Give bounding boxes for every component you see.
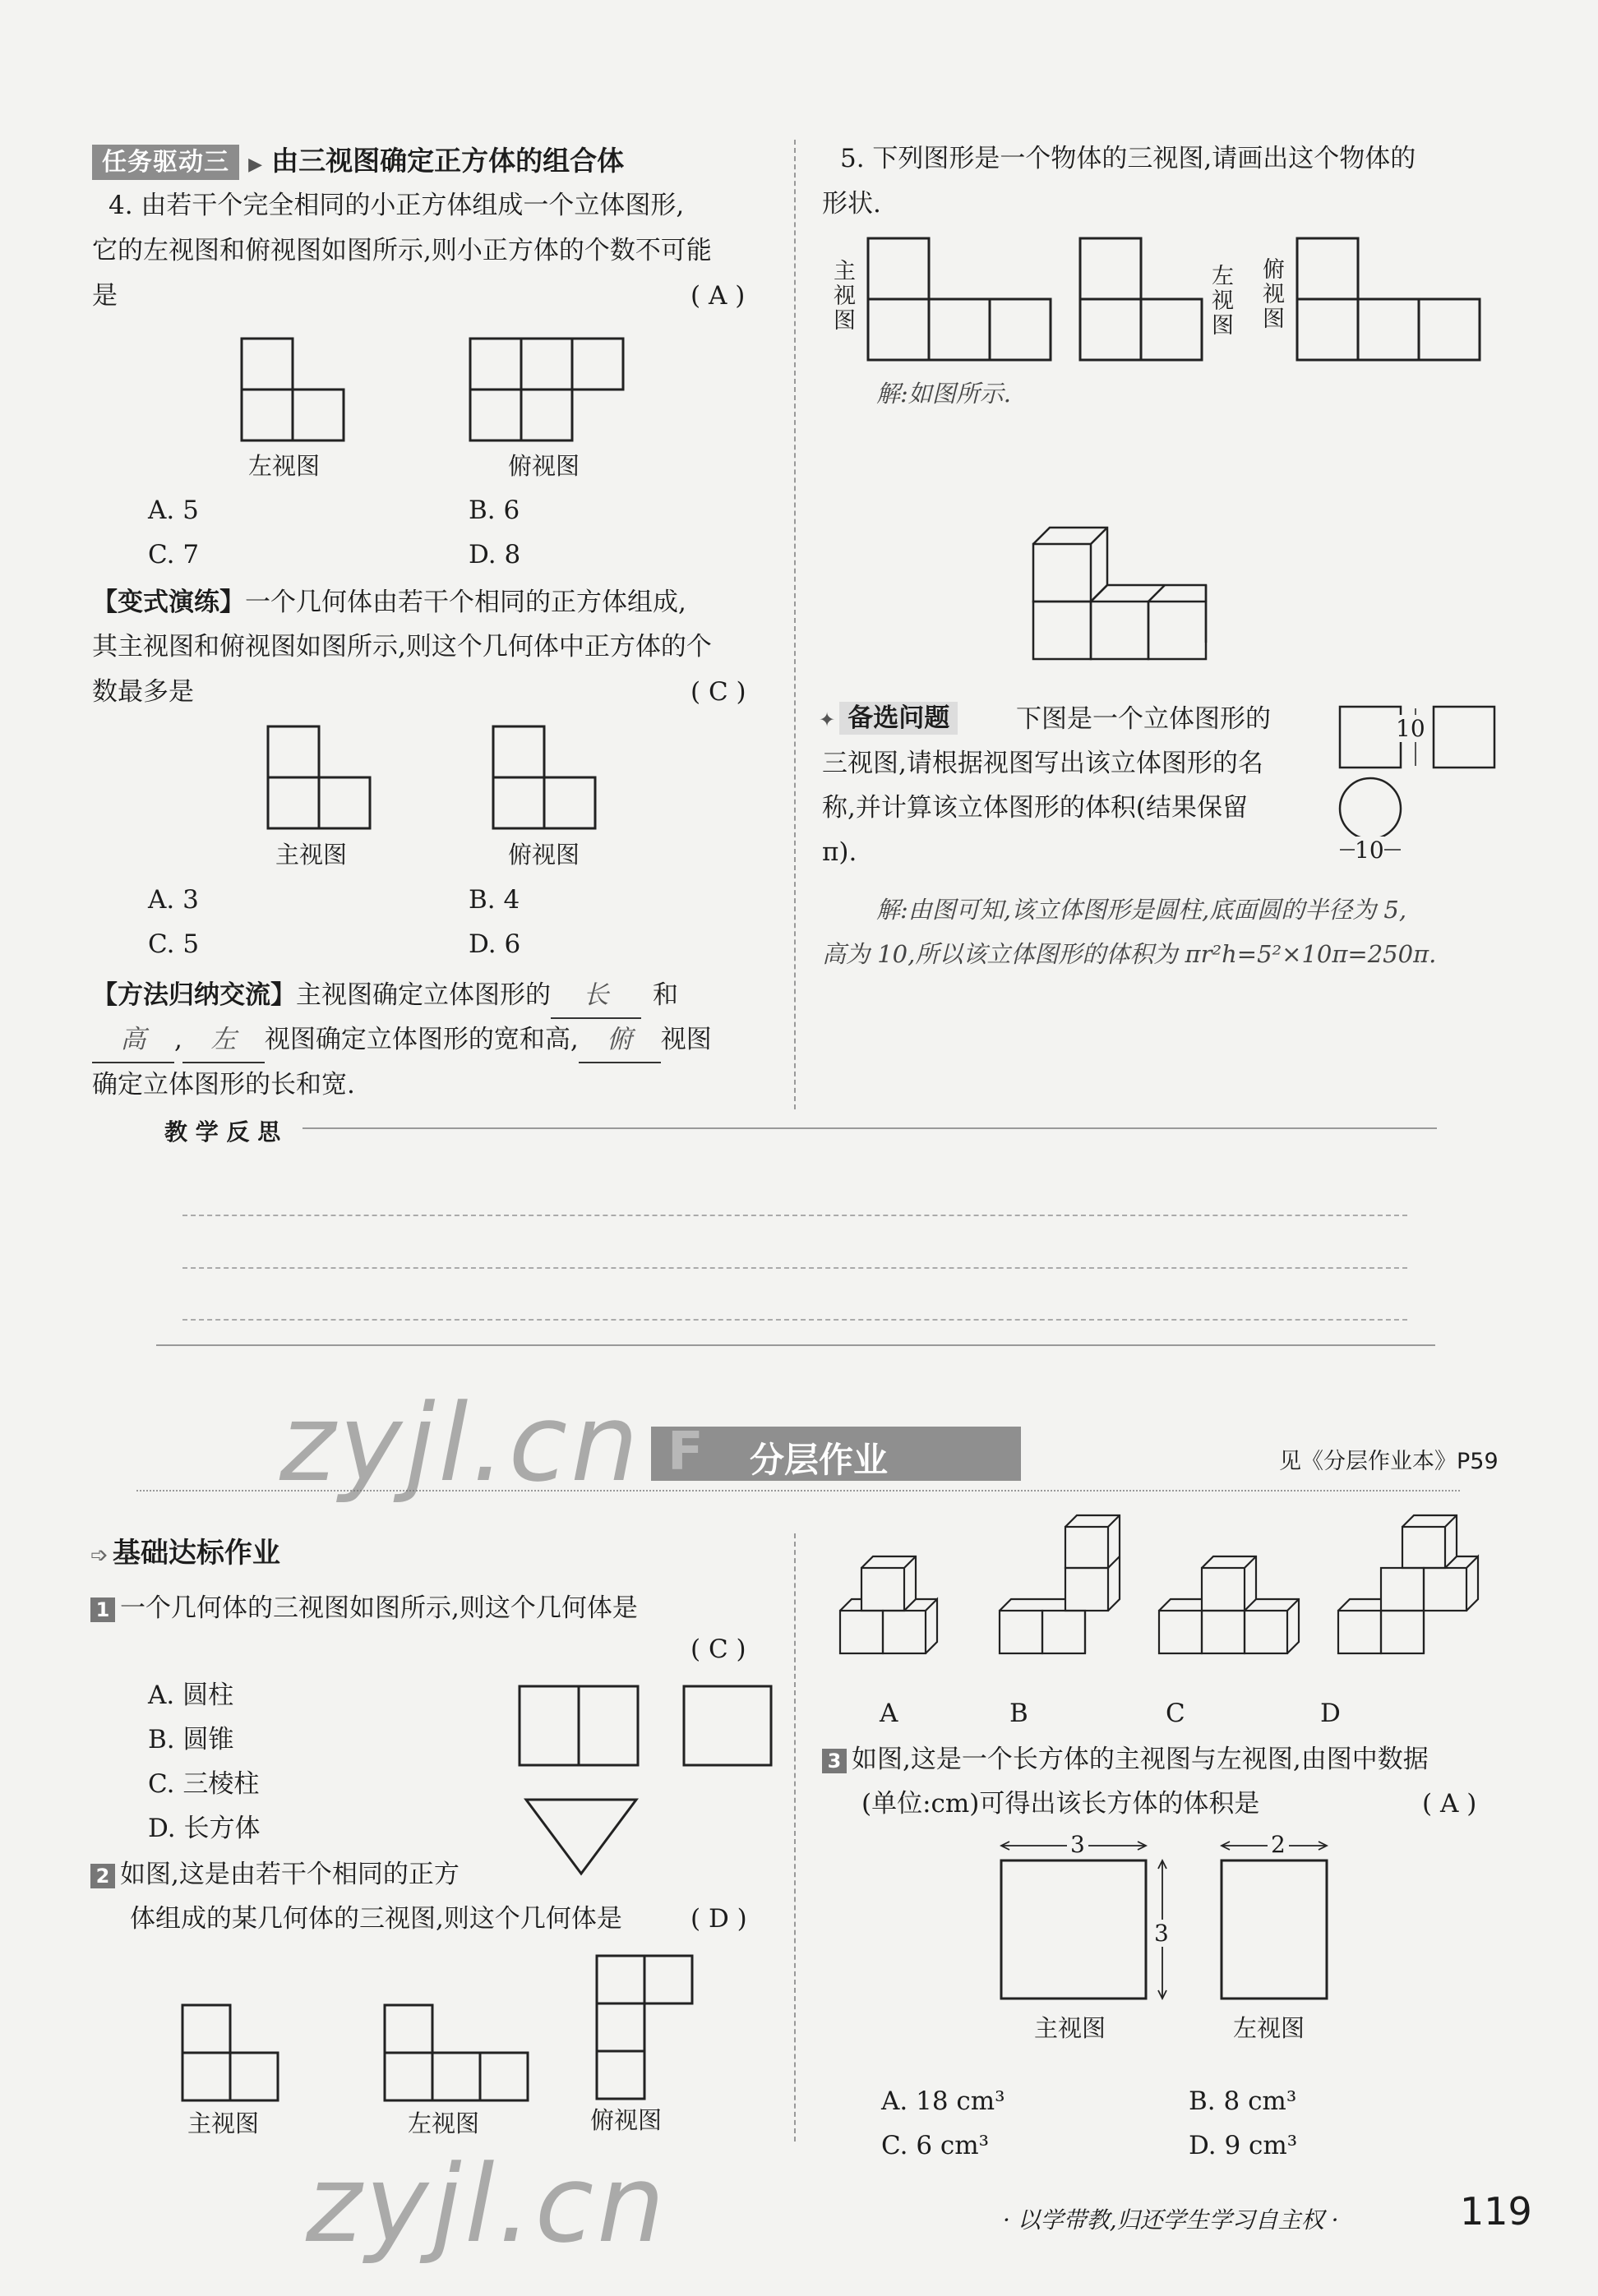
q4-caption-top: 俯视图 [508, 452, 580, 480]
hw-q2-left-view-figure [381, 2002, 533, 2104]
method-fill-top: 俯 [579, 1017, 661, 1063]
backup-line3: 称,并计算该立体图形的体积(结果保留 [822, 793, 1248, 823]
backup-line1: 下图是一个立体图形的 [1016, 704, 1271, 734]
backup-solution-line1: 解:由图可知,该立体图形是圆柱,底面圆的半径为 5, [876, 896, 1407, 924]
hw-q1-three-view-figure [516, 1683, 779, 1880]
homework-section-title: 基础达标作业 [112, 1537, 280, 1570]
hw-q2-line1 [90, 1852, 460, 1897]
homework-section-header [90, 1530, 280, 1570]
hw-q2-text1: 如图,这是由若干个相同的正方 [120, 1860, 460, 1889]
q4-left-view-figure [238, 335, 353, 442]
hw-q1-text: 一个几何体的三视图如图所示,则这个几何体是 [120, 1593, 638, 1623]
q4-caption-left: 左视图 [248, 452, 321, 480]
q5-main-view-figure [865, 235, 1062, 363]
hw-q2-option-label-d: D [1320, 1699, 1341, 1728]
hw-q1-option-b: B. 圆锥 [148, 1725, 234, 1754]
backup-dim-height: 10 [1396, 715, 1425, 742]
task-section-header [92, 140, 624, 178]
hw-q2-option-label-b: B [1009, 1699, 1028, 1728]
footer-motto: · 以学带教,归还学生学习自主权 · [1003, 2206, 1339, 2234]
page-number: 119 [1460, 2189, 1532, 2234]
hw-q2-top-view-figure [593, 1953, 697, 2100]
variant-text1: 一个几何体由若干个相同的正方体组成, [245, 588, 686, 617]
hw-q1-option-a: A. 圆柱 [148, 1681, 234, 1710]
variant-line1 [92, 580, 686, 625]
banner-title: 分层作业 [750, 1440, 889, 1480]
variant-line2: 其主视图和俯视图如图所示,则这个几何体中正方体的个 [92, 632, 712, 662]
hw-q1-number: 1 [90, 1598, 115, 1622]
method-text3: , [174, 1025, 182, 1054]
method-line3: 确定立体图形的长和宽. [92, 1070, 355, 1100]
method-fill-high: 高 [92, 1017, 174, 1063]
watermark-top: zyjl.cn [279, 1381, 642, 1505]
arrow-right-icon: ▶ [248, 154, 263, 175]
hw-q2-caption-main: 主视图 [187, 2109, 260, 2137]
backup-dim-diameter: 10 [1355, 837, 1384, 864]
q4-option-d: D. 8 [469, 540, 521, 569]
hw-q2-main-view-figure [179, 2002, 283, 2104]
hw-q2-answer: ( D ) [690, 1904, 747, 1934]
hw-q2-options-cube-drawings [834, 1537, 1524, 1668]
reflection-line-3 [182, 1319, 1407, 1321]
q5-top-view-figure [1294, 235, 1491, 363]
method-line2 [92, 1017, 712, 1063]
variant-answer: ( C ) [690, 677, 746, 707]
q5-label-top: 俯视图 [1263, 257, 1285, 332]
reflection-top-rule [303, 1127, 1437, 1129]
variant-option-b: B. 4 [469, 885, 520, 915]
variant-option-c: C. 5 [148, 929, 200, 959]
method-text1: 主视图确定立体图形的 [296, 980, 551, 1010]
banner-letter-icon: F [667, 1422, 704, 1482]
q5-solution-cube-drawing [1013, 519, 1210, 684]
variant-top-view-figure [490, 723, 605, 830]
backup-label: 备选问题 [839, 702, 958, 735]
hw-q3-views-figure [995, 1839, 1291, 2003]
hw-q3-option-c: C. 6 cm³ [881, 2131, 990, 2160]
hw-q1-answer: ( C ) [690, 1634, 746, 1664]
hw-q1-line [90, 1586, 638, 1630]
hw-q3-dim-width: 3 [1067, 1831, 1088, 1858]
hw-q3-text1: 如图,这是一个长方体的主视图与左视图,由图中数据 [852, 1745, 1429, 1774]
q4-option-b: B. 6 [469, 496, 520, 525]
hw-q2-caption-left: 左视图 [408, 2109, 480, 2137]
method-text5: 视图 [660, 1025, 712, 1054]
q5-line1: 5. 下列图形是一个物体的三视图,请画出这个物体的 [840, 144, 1416, 173]
q5-label-main: 主视图 [834, 259, 856, 334]
variant-caption-main: 主视图 [275, 841, 348, 869]
task-tag: 任务驱动三 [92, 145, 239, 180]
variant-main-view-figure [265, 723, 380, 830]
hw-q2-option-label-a: A [880, 1699, 898, 1728]
variant-label: 【变式演练】 [92, 588, 245, 617]
method-line1 [92, 973, 678, 1019]
q4-answer: ( A ) [690, 281, 746, 311]
variant-option-a: A. 3 [148, 885, 199, 915]
watermark-bottom: zyjl.cn [306, 2142, 668, 2266]
hw-q1-option-c: C. 三棱柱 [148, 1769, 260, 1799]
arrow-icon: ➩ [90, 1543, 109, 1568]
hw-q3-answer: ( A ) [1422, 1789, 1477, 1819]
q4-top-view-figure [467, 335, 631, 442]
hw-q3-option-b: B. 8 cm³ [1189, 2086, 1297, 2116]
q5-line2: 形状. [822, 189, 881, 219]
hw-q3-dim-depth: 2 [1268, 1831, 1289, 1858]
reflection-line-2 [182, 1267, 1407, 1269]
backup-line2: 三视图,请根据视图写出该立体图形的名 [822, 749, 1263, 778]
hw-q3-number: 3 [822, 1749, 847, 1773]
banner-block [651, 1422, 1021, 1482]
task-title: 由三视图确定正方体的组合体 [271, 145, 625, 177]
q5-solution: 解:如图所示. [876, 380, 1011, 408]
method-fill-long: 长 [551, 973, 641, 1019]
reflection-title: 教 学 反 思 [164, 1118, 281, 1146]
hw-q3-option-a: A. 18 cm³ [881, 2086, 1005, 2116]
hw-q2-line2: 体组成的某几何体的三视图,则这个几何体是 [130, 1904, 622, 1934]
backup-header [819, 697, 958, 734]
method-text4: 视图确定立体图形的宽和高, [264, 1025, 579, 1054]
q5-label-left: 左视图 [1212, 264, 1234, 339]
method-fill-left: 左 [182, 1017, 265, 1063]
hw-q2-option-label-c: C [1166, 1699, 1185, 1728]
hw-q3-caption-main: 主视图 [1034, 2014, 1106, 2042]
backup-line4: π). [822, 837, 857, 867]
hw-q3-caption-left: 左视图 [1233, 2014, 1305, 2042]
q4-option-c: C. 7 [148, 540, 200, 569]
hw-q2-caption-top: 俯视图 [590, 2106, 663, 2134]
banner-reference: 见《分层作业本》P59 [1279, 1449, 1499, 1474]
q4-line3: 是 [92, 281, 118, 311]
variant-option-d: D. 6 [469, 929, 521, 959]
q4-line2: 它的左视图和俯视图如图所示,则小正方体的个数不可能 [92, 236, 712, 265]
hw-q3-line1 [822, 1737, 1429, 1782]
method-text2: 和 [653, 980, 678, 1010]
q5-left-view-figure [1077, 235, 1217, 363]
hw-q3-dim-height: 3 [1154, 1920, 1169, 1947]
q4-option-a: A. 5 [148, 496, 199, 525]
method-label: 【方法归纳交流】 [92, 980, 296, 1010]
variant-line3: 数最多是 [92, 677, 194, 707]
variant-caption-top: 俯视图 [508, 841, 580, 869]
backup-solution-line2: 高为 10,所以该立体图形的体积为 πr²h=5²×10π=250π. [822, 940, 1437, 968]
hw-q2-number: 2 [90, 1864, 115, 1888]
hw-q1-option-d: D. 长方体 [148, 1814, 261, 1843]
hw-q3-option-d: D. 9 cm³ [1189, 2131, 1298, 2160]
hw-q3-line2: (单位:cm)可得出该长方体的体积是 [861, 1789, 1260, 1819]
reflection-bottom-rule [156, 1344, 1435, 1346]
column-divider-top [794, 140, 796, 1109]
q4-line1: 4. 由若干个完全相同的小正方体组成一个立体图形, [109, 191, 685, 220]
column-divider-bottom [794, 1533, 796, 2142]
star-icon: ✦ [819, 708, 836, 731]
reflection-line-1 [182, 1215, 1407, 1216]
